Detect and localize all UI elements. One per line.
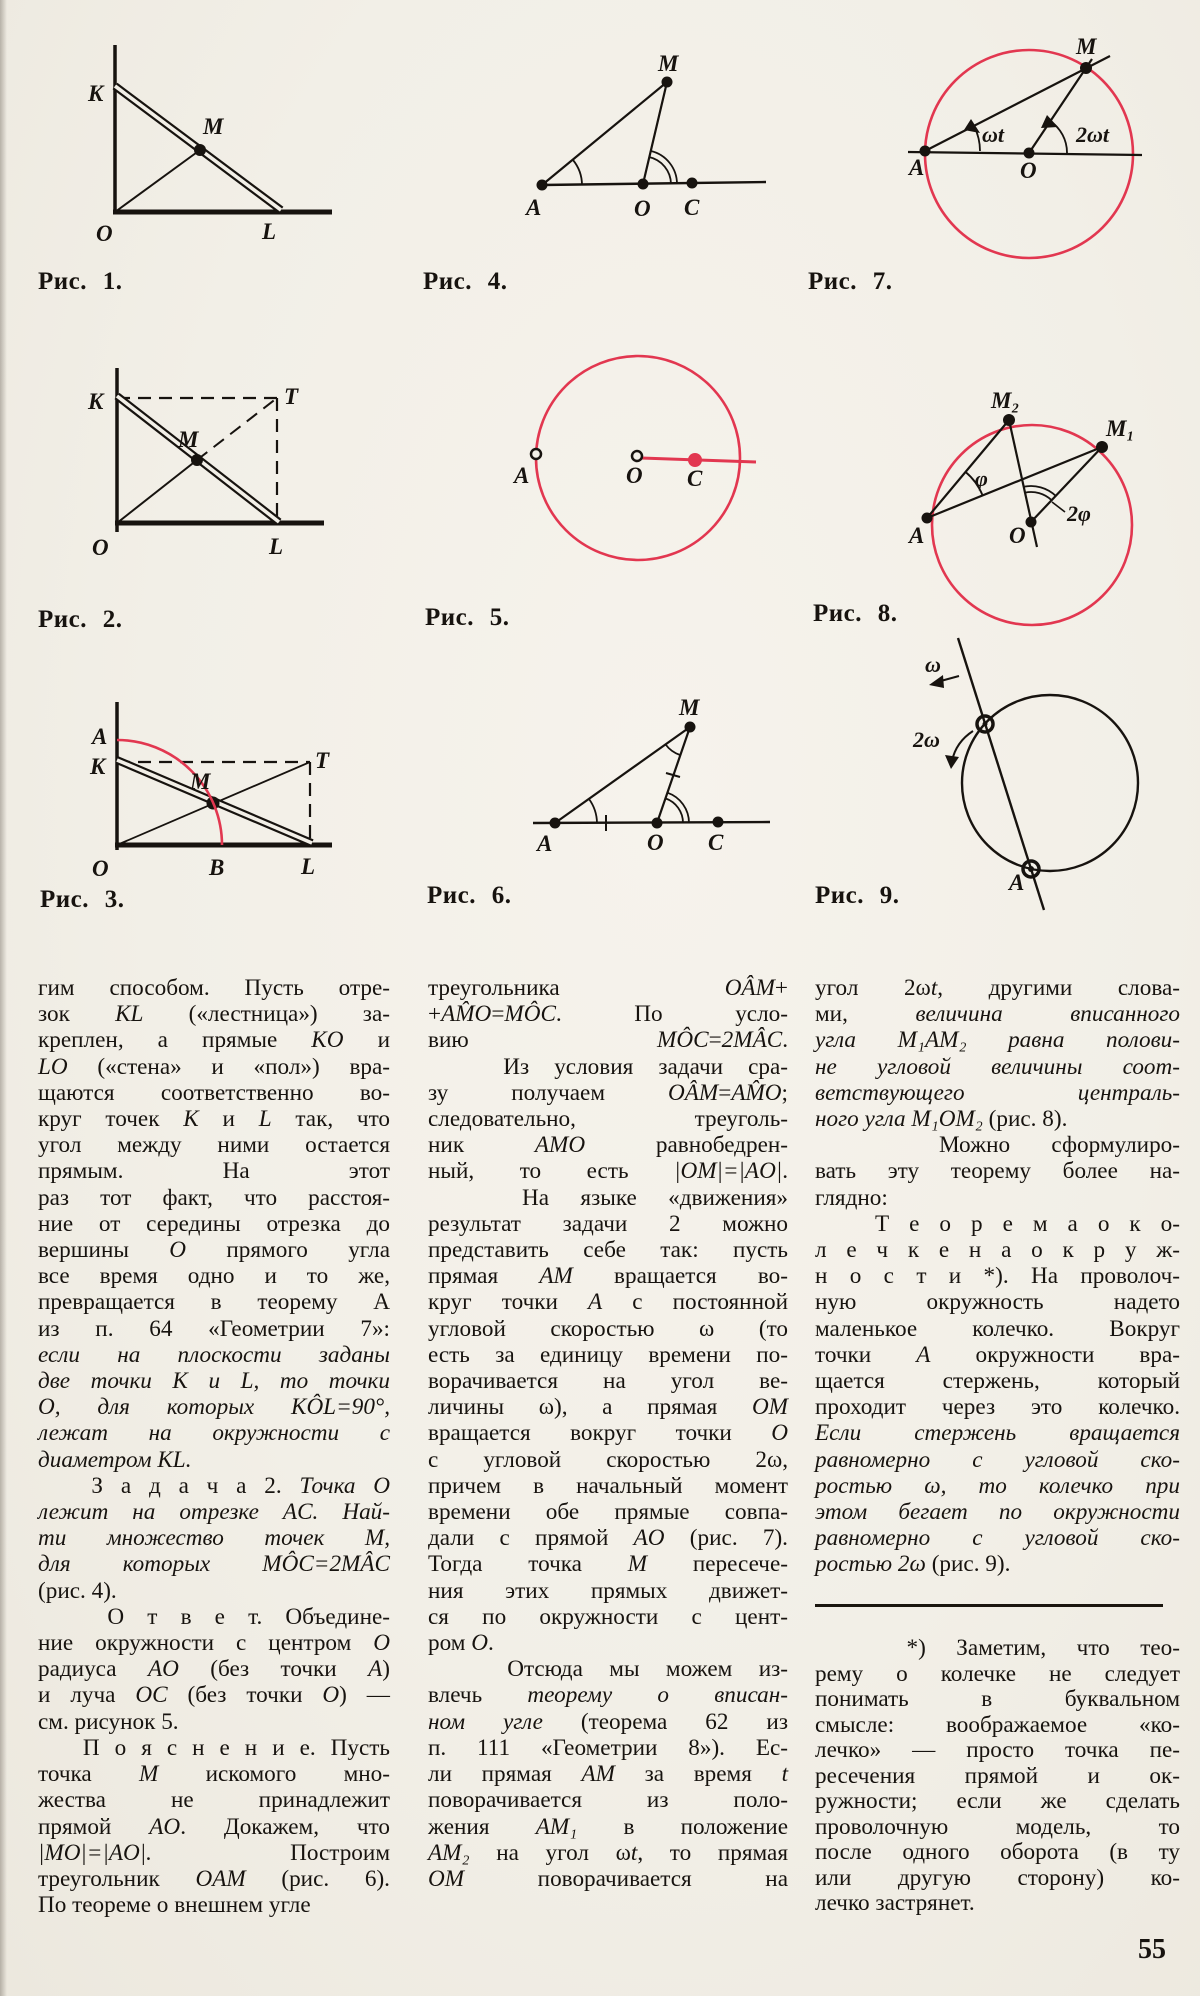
figure-2-caption: Рис. 2. — [38, 606, 123, 633]
baseline-AOC — [533, 822, 770, 823]
label-K: K — [88, 389, 104, 414]
label-omega: ω — [925, 652, 941, 677]
figure-1 — [30, 20, 360, 260]
text-line: |MO|=|AO|. Построим — [38, 1839, 390, 1866]
text-line: креплен, а прямые KO и — [38, 1027, 390, 1054]
figure-1-caption: Рис. 1. — [38, 268, 123, 295]
text-line: AM₂ на угол ωt, то прямая — [428, 1839, 788, 1866]
point-M-dot — [662, 77, 673, 88]
page-number: 55 — [1138, 1934, 1166, 1965]
angle-arc-O-1 — [1025, 492, 1052, 500]
label-A: A — [909, 155, 925, 180]
text-line: н о с т и *). На проволоч- — [815, 1263, 1180, 1290]
point-M-dot — [1080, 62, 1092, 74]
angle-arc-A — [573, 160, 582, 185]
text-line: радиуса AO (без точки A) — [38, 1656, 390, 1683]
figure-5-drawing — [400, 330, 780, 570]
text-line: круг точки A с постоянной — [428, 1289, 788, 1316]
text-line: см. рисунок 5. — [38, 1708, 179, 1735]
label-A: A — [1009, 870, 1025, 895]
text-column-2 — [428, 975, 788, 1892]
text-line: личины ω), а прямая OM — [428, 1394, 788, 1421]
text-line: вать эту теорему более на- — [815, 1158, 1180, 1185]
text-line: Можно сформулиро- — [815, 1132, 1180, 1159]
text-line: гим способом. Пусть отре- — [38, 975, 390, 1001]
figure-2-drawing — [30, 360, 360, 590]
label-O: O — [92, 856, 109, 881]
text-line: ного угла M₁OM₂ (рис. 8). — [815, 1106, 1068, 1133]
text-line: прямой AO. Докажем, что — [38, 1813, 390, 1840]
figure-5 — [400, 330, 780, 570]
figure-4-drawing — [400, 30, 780, 245]
text-line: ный, то есть |OM|=|AO|. — [428, 1158, 788, 1185]
2omega-arrowhead — [945, 755, 959, 769]
label-M2: M₂ — [991, 388, 1020, 413]
point-M-dot — [191, 454, 203, 466]
footnote-divider — [815, 1604, 1163, 1607]
label-L: L — [262, 219, 277, 244]
text-line: ся по окружности с цент- — [428, 1603, 788, 1630]
footnote — [815, 1636, 1180, 1917]
label-K: K — [88, 81, 104, 106]
text-line: прямым. На этот — [38, 1158, 390, 1185]
label-M: M — [190, 769, 211, 794]
text-line: ном угле (теорема 62 из — [428, 1708, 788, 1735]
point-O-open-dot — [632, 451, 642, 461]
text-line: смысле: воображаемое «ко- — [815, 1711, 1180, 1738]
point-O-dot — [1026, 517, 1037, 528]
text-line: зок KL («лестница») за- — [38, 1001, 390, 1028]
figure-7-caption: Рис. 7. — [808, 268, 893, 295]
text-line: рему о колечке не следует — [815, 1660, 1180, 1687]
text-line: жества не принадлежит — [38, 1787, 390, 1814]
text-line: По теореме о внешнем угле — [38, 1892, 311, 1919]
text-line: лежит на отрезке AC. Най- — [38, 1499, 390, 1526]
text-line: +AM̂O=MÔC. По усло- — [428, 1001, 788, 1028]
label-A: A — [537, 831, 553, 856]
text-line: после одного оборота (в ту — [815, 1839, 1180, 1865]
text-line: л е ч к е н а о к р у ж- — [815, 1237, 1180, 1264]
text-line: все время одно и то же, — [38, 1263, 390, 1290]
label-M: M — [203, 114, 224, 139]
figure-6-caption: Рис. 6. — [427, 882, 512, 909]
text-line: лечко застрянет. — [815, 1890, 975, 1916]
point-O-dot — [1024, 148, 1035, 159]
text-line: равномерно с угловой ско- — [815, 1525, 1180, 1552]
text-line: треугольника OÂM+ — [428, 975, 788, 1001]
pointer-2phi — [1052, 502, 1065, 512]
angle-arc-A — [589, 799, 597, 823]
figure-9-drawing — [880, 630, 1200, 925]
label-K: K — [90, 754, 106, 779]
text-line: есть за единицу времени по- — [428, 1341, 788, 1368]
text-line: из п. 64 «Геометрии 7»: — [38, 1315, 390, 1342]
scan-edge-shadow — [0, 0, 7, 1996]
text-line: проволочную модель, то — [815, 1813, 1180, 1840]
text-line: прямая AM вращается во- — [428, 1263, 788, 1290]
text-line: ния этих прямых движет- — [428, 1577, 788, 1604]
figure-2 — [30, 360, 360, 590]
text-column-1 — [38, 975, 390, 1918]
text-line: с угловой скоростью 2ω, — [428, 1446, 788, 1473]
label-M: M — [1076, 34, 1097, 59]
text-line: диаметром KL. — [38, 1446, 192, 1473]
label-O: O — [634, 196, 651, 221]
text-line: ростью ω, то колечко при — [815, 1472, 1180, 1499]
figure-4 — [400, 30, 780, 245]
line-A-M2 — [927, 420, 1009, 518]
text-line: проходит через это колечко. — [815, 1394, 1180, 1421]
point-O-dot — [638, 179, 649, 190]
arrowhead-O-arc — [1041, 115, 1058, 128]
label-M: M — [178, 427, 199, 452]
text-line: З а д а ч а 2. Точка O — [38, 1472, 390, 1499]
text-line: или другую сторону) ко- — [815, 1864, 1180, 1891]
text-line: ние от середины отрезка до — [38, 1210, 390, 1237]
baseline-AOC — [542, 182, 766, 185]
text-line: угловой скоростью ω (то — [428, 1315, 788, 1342]
figure-8 — [880, 340, 1200, 635]
label-2phi: 2φ — [1067, 501, 1091, 526]
text-line: две точки K и L, то точки — [38, 1368, 390, 1395]
text-line: маленькое колечко. Вокруг — [815, 1315, 1180, 1342]
angle-arc-O-2 — [651, 151, 677, 184]
point-A-dot — [922, 513, 933, 524]
text-line: О т в е т. Объедине- — [38, 1603, 390, 1630]
text-line: угла M₁AM₂ равна полови- — [815, 1027, 1180, 1054]
angle-arc-M — [666, 744, 681, 755]
segment-OM — [117, 460, 197, 523]
label-A: A — [526, 195, 542, 220]
text-line: поворачивается из поло- — [428, 1787, 788, 1814]
text-line: понимать в буквальном — [815, 1686, 1180, 1712]
label-M: M — [658, 51, 679, 76]
text-line: ную окружность надето — [815, 1289, 1180, 1316]
wire-circle — [962, 695, 1138, 871]
text-line: причем в начальный момент — [428, 1472, 788, 1499]
label-L: L — [269, 534, 284, 559]
text-line: LO («стена» и «пол») вра- — [38, 1053, 390, 1080]
text-line: лежат на окружности с — [38, 1420, 390, 1447]
figure-3-caption: Рис. 3. — [40, 886, 125, 913]
figure-4-caption: Рис. 4. — [423, 268, 508, 295]
text-line: круг точек K и L так, что — [38, 1106, 390, 1133]
label-O: O — [626, 463, 643, 488]
label-M1: M₁ — [1106, 416, 1135, 441]
label-omega-t: ωt — [982, 122, 1005, 147]
point-O-dot — [652, 818, 663, 829]
text-line: глядно: — [815, 1184, 888, 1211]
text-line: П о я с н е н и е. Пусть — [38, 1734, 390, 1761]
point-C-dot — [687, 178, 698, 189]
label-T: T — [315, 748, 330, 773]
text-line: не угловой величины соот- — [815, 1053, 1180, 1080]
label-O: O — [647, 830, 664, 855]
segment-AM — [542, 82, 667, 185]
label-phi: φ — [975, 466, 988, 491]
figure-9-caption: Рис. 9. — [815, 882, 900, 909]
text-line: O, для которых KÔL=90°, — [38, 1394, 390, 1421]
label-O: O — [1020, 158, 1037, 183]
dashed-MT — [197, 398, 277, 460]
angle-arc-O-2 — [1024, 486, 1056, 496]
figure-1-drawing — [30, 20, 360, 260]
text-line: ружности; если же сделать — [815, 1788, 1180, 1814]
text-line: ние окружности с центром O — [38, 1630, 390, 1657]
text-column-3 — [815, 975, 1180, 1578]
segment-OM — [115, 150, 200, 212]
text-line: этом бегает по окружности — [815, 1499, 1180, 1526]
figure-7 — [880, 20, 1200, 290]
text-line: вершины O прямого угла — [38, 1237, 390, 1264]
text-line: точка M искомого мно- — [38, 1761, 390, 1788]
text-line: угол между ними остается — [38, 1132, 390, 1159]
text-line: ник AMO равнобедрен- — [428, 1132, 788, 1159]
ring-center-dot — [983, 722, 988, 727]
text-line: ресечения прямой и ок- — [815, 1762, 1180, 1789]
text-line: Из условия задачи сра- — [428, 1053, 788, 1080]
point-M1-dot — [1096, 441, 1108, 453]
text-line: вию MÔC=2MÂC. — [428, 1027, 788, 1054]
label-C: C — [687, 466, 703, 491]
text-line: жения AM₁ в положение — [428, 1813, 788, 1840]
text-line: превращается в теорему А — [38, 1289, 390, 1316]
label-2-omega-t: 2ωt — [1076, 122, 1110, 147]
figure-8-caption: Рис. 8. — [813, 600, 898, 627]
text-line: точки A окружности вра- — [815, 1341, 1180, 1368]
label-C: C — [684, 195, 700, 220]
figure-6 — [400, 650, 780, 885]
label-O: O — [1009, 523, 1026, 548]
point-M-dot — [685, 722, 696, 733]
figure-5-caption: Рис. 5. — [425, 604, 510, 631]
text-line: зу получаем OÂM=AM̂O; — [428, 1079, 788, 1106]
text-line: влечь теорему о вписан- — [428, 1682, 788, 1709]
label-L: L — [301, 854, 316, 879]
point-A-open-dot — [531, 449, 541, 459]
text-line: (рис. 4). — [38, 1577, 117, 1604]
label-O: O — [96, 221, 113, 246]
text-line: п. 111 «Геометрии 8»). Ес- — [428, 1734, 788, 1761]
figure-7-drawing — [880, 20, 1200, 290]
text-line: щаются соответственно во- — [38, 1079, 390, 1106]
text-line: ростью 2ω (рис. 9). — [815, 1551, 1011, 1578]
text-line: Тогда точка M пересече- — [428, 1551, 788, 1578]
point-A-center-dot — [1028, 866, 1034, 872]
text-line: и луча OC (без точки O) — — [38, 1682, 390, 1709]
text-line: дали с прямой AO (рис. 7). — [428, 1525, 788, 1552]
text-line: ти множество точек M, — [38, 1525, 390, 1552]
text-line: времени обе прямые совпа- — [428, 1499, 788, 1526]
text-line: вращается вокруг точки O — [428, 1420, 788, 1447]
figure-9 — [880, 630, 1200, 925]
text-line: Если стержень вращается — [815, 1420, 1180, 1447]
text-line: ми, величина вписанного — [815, 1001, 1180, 1028]
point-M2-dot — [1003, 414, 1015, 426]
text-line: ворачивается на угол ве- — [428, 1368, 788, 1395]
point-C-dot — [713, 817, 724, 828]
text-line: ром O. — [428, 1630, 494, 1657]
label-A: A — [514, 463, 530, 488]
text-line: раз тот факт, что расстоя- — [38, 1184, 390, 1211]
label-M: M — [679, 695, 700, 720]
text-line: если на плоскости заданы — [38, 1341, 390, 1368]
label-T: T — [284, 384, 299, 409]
text-line: На языке «движения» — [428, 1184, 788, 1211]
segment-OM — [643, 82, 667, 184]
text-line: результат задачи 2 можно — [428, 1210, 788, 1237]
label-A: A — [909, 523, 925, 548]
text-line: представить себе так: пусть — [428, 1237, 788, 1264]
text-line: равномерно с угловой ско- — [815, 1446, 1180, 1473]
text-line: *) Заметим, что тео- — [815, 1635, 1180, 1661]
text-line: щается стержень, который — [815, 1368, 1180, 1395]
text-line: ли прямая AM за время t — [428, 1761, 789, 1788]
figure-8-drawing — [880, 340, 1200, 635]
point-A-dot — [550, 818, 561, 829]
point-A-dot — [537, 180, 548, 191]
figure-6-drawing — [400, 650, 780, 885]
text-line: следовательно, треуголь- — [428, 1106, 788, 1133]
text-line: угол 2ωt, другими слова- — [815, 975, 1180, 1001]
text-line: Т е о р е м а о к о- — [815, 1210, 1180, 1237]
label-A: A — [92, 724, 108, 749]
label-B: B — [209, 855, 225, 880]
text-line: OM поворачивается на — [428, 1865, 788, 1892]
text-line: для которых MÔC=2MÂC — [38, 1551, 390, 1578]
text-line: Отсюда мы можем из- — [428, 1656, 788, 1683]
point-C-red-dot — [688, 453, 702, 467]
text-line: лечко» — просто точка пе- — [815, 1737, 1180, 1763]
point-M-dot — [194, 144, 206, 156]
text-line: треугольник OAM (рис. 6). — [38, 1865, 390, 1892]
label-C: C — [708, 830, 724, 855]
label-O: O — [92, 535, 109, 560]
label-2omega: 2ω — [913, 727, 940, 752]
text-line: ветствующего централь- — [815, 1079, 1180, 1106]
